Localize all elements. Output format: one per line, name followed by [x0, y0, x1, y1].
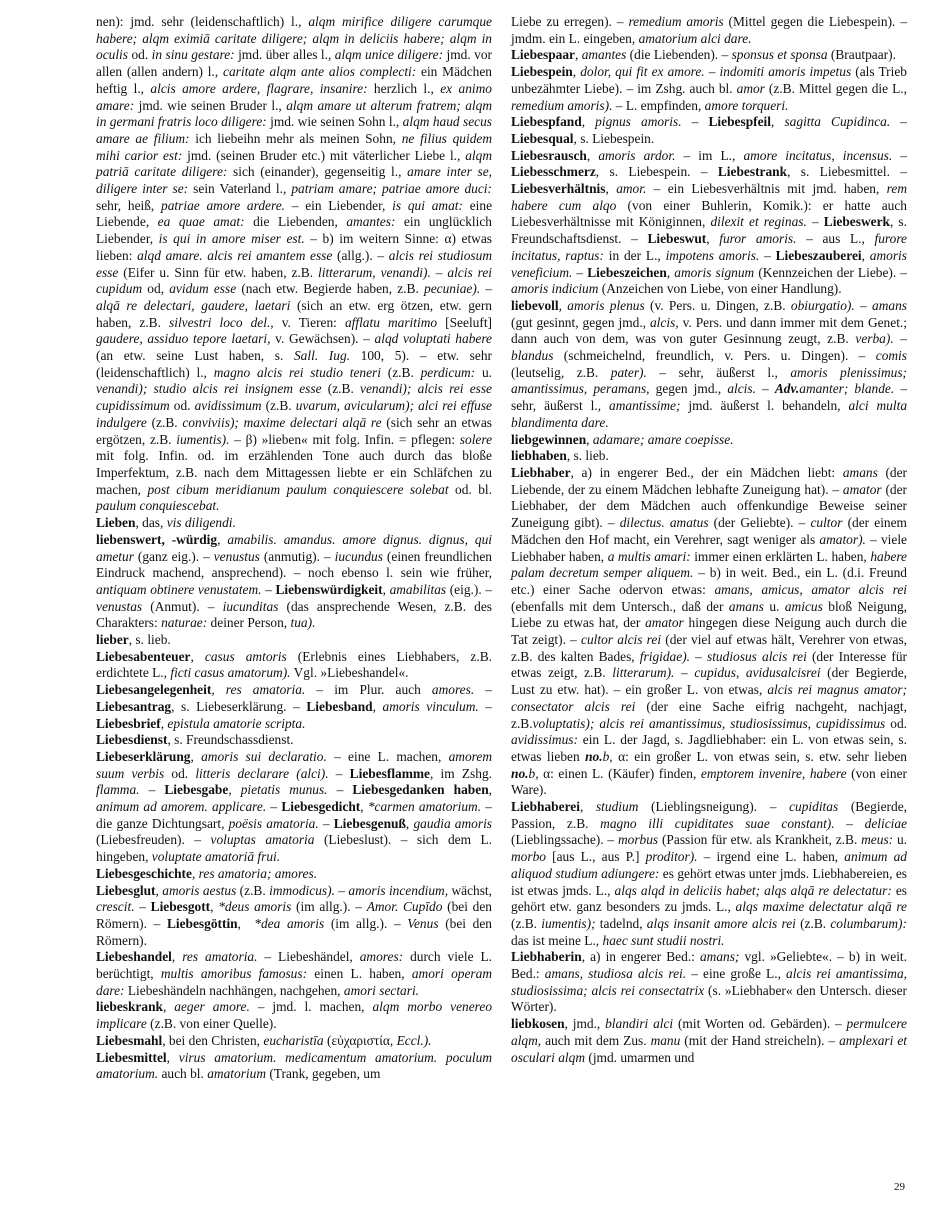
dictionary-entry: Liebespfand, pignus amoris. – Liebespfeil, sagitta Cupidinca. – Liebesqual, s. Liebespein.: [511, 114, 907, 146]
dictionary-entry: liebhaben, s. lieb.: [511, 448, 609, 464]
dictionary-entry: Liebesabenteuer, casus amtoris (Erlebnis eines Liebhabers, z.B. erdichtete L., ficti casus amatorum). Vgl. »Liebeshandel«.: [96, 648, 492, 681]
dictionary-entry: liebeskrank, aeger amore. – jmd. l. machen, alqm morbo venereo implicare (z.B. von einer Quelle).: [96, 999, 493, 1032]
dictionary-entry: Liebespein, dolor, qui fit ex amore. – indomiti amoris impetus (als Trieb unbezähmter Liebe). – im Zshg. auch bl. amor (z.B. Mittel gegen die L., remedium amoris). – L. empfinden, amore torqueri.: [511, 64, 907, 113]
dictionary-entry: lieber, s. lieb.: [96, 632, 171, 648]
dictionary-entry: liebgewinnen, adamare; amare coepisse.: [511, 431, 734, 447]
dictionary-entry: Liebesmittel, virus amatorium. medicamentum amatorium. poculum amatorium. auch bl. amatorium (Trank, gegeben, um: [96, 1049, 492, 1082]
dictionary-entry: liebkosen, jmd., blandiri alci (mit Worten od. Gebärden). – permulcere alqm, auch mit dem Zus. manu (mit der Hand streicheln). – amplexari et osculari alqm (jmd. umarmen und: [511, 1016, 907, 1065]
dictionary-entry: Liebesmahl, bei den Christen, eucharistīa (εὐχαριστία, Eccl.).: [96, 1032, 432, 1048]
dictionary-entry: Liebespaar, amantes (die Liebenden). – sponsus et sponsa (Brautpaar).: [511, 47, 896, 63]
dictionary-entry: Liebhaberin, a) in engerer Bed.: amans; vgl. »Geliebte«. – b) in weit. Bed.: amans, studiosa alcis rei. – eine große L., alcis rei amantissima, studiosissima; alcis rei consectatrix (s. »Liebhaber« den Untersch. dieser Wörter).: [511, 949, 907, 1015]
right-column: [511, 14, 907, 1066]
dictionary-entry: Liebesglut, amoris aestus (z.B. immodicus). – amoris incendium, wächst, crescit. – Liebesgott, *deus amoris (im allg.). – Amor. Cupīdo (bei den Römern). – Liebesgöttin, *dea amoris (im allg.). – Venus (bei den Römern).: [96, 882, 493, 948]
dictionary-entry: Liebesdienst, s. Freundschassdienst.: [96, 732, 294, 748]
dictionary-entry: Liebesangelegenheit, res amatoria. – im Plur. auch amores. – Liebesantrag, s. Liebeserklärung. – Liebesband, amoris vinculum. – Liebesbrief, epistula amatorie scripta.: [96, 682, 493, 731]
page-number: 29: [894, 1181, 905, 1193]
left-column: [96, 14, 492, 1083]
dictionary-entry: liebevoll, amoris plenus (v. Pers. u. Dingen, z.B. obiurgatio). – amans (gut gesinnt, gegen jmd., alcis, v. Pers. und dann immer mit dem Genet.; dann auch von dem, was von guter Gesinnung zeugt, z.B. verba). – blandus (schmeichelnd, freundlich, v. Pers. u. Dingen). – comis (leutselig, z.B. pater). – sehr, äußerst l., amoris plenissimus; amantissimus, peramans, gegen jmd., alcis. – Adv.amanter; blande. – sehr, äußerst l., amantissime; jmd. äußerst l. behandeln, alci multa blandimenta dare.: [511, 297, 908, 430]
dictionary-entry: Liebe zu erregen). – remedium amoris (Mittel gegen die Liebespein). – jmdm. ein L. eingeben, amatorium alci dare.: [511, 14, 908, 46]
dictionary-entry: liebenswert, -würdig, amabilis. amandus. amore dignus. dignus, qui ametur (ganz eig.). – venustus (anmutig). – iucundus (einen freundlichen Eindruck machend, ansprechend). – noch ebenso l. sein wie früher, antiquam obtinere venustatem. – Liebenswürdigkeit, amabilitas (eig.). – venustas (Anmut). – iucunditas (das ansprechende Wesen, z.B. des Charakters: naturae: deiner Person, tua).: [96, 531, 493, 631]
dictionary-entry: Liebeshandel, res amatoria. – Liebeshändel, amores: durch viele L. berüchtigt, multis amoribus famosus: einen L. haben, amori operam dare: Liebeshändeln nachhängen, nachgehen, amori sectari.: [96, 949, 492, 998]
dictionary-entry: Liebhaber, a) in engerer Bed., der ein Mädchen liebt: amans (der Liebende, der zu einem Mädchen lebhafte Zuneigung hat). – amator (der Liebhaber, der dem Mädchen auch offenkundige Beweise seiner Zuneigung gibt). – dilectus. amatus (der Geliebte). – cultor (der einem Mädchen den Hof macht, ein Verehrer, sagt weniger als amator). – viele Liebhaber haben, a multis amari: immer einen erklärten L. haben, habere palam decretum semper aliquem. – b) in weit. Bed., ein L. (d.i. Freund etc.) einer Sache odervon etwas: amans, amicus, amator alcis rei (ebenfalls mit dem Untersch., daß der amans u. amicus bloß Neigung, Liebe zu etwas hat, der amator hingegen diese Neigung auch durch die Tat zeigt). – cultor alcis rei (der viel auf etwas hält, Verehrer von etwas, z.B. des kalten Bades, frigidae). – studiosus alcis rei (der Interesse für etwas zeigt, z.B. litterarum). – cupidus, avidusalcisrei (der Begierde, Lust zu etw. hat). – ein großer L. von etwas, alcis rei magnus amator; consectator alcis rei (der eine Sache eifrig nachgeht, nachjagt, z.B.voluptatis); alcis rei amantissimus, studiosissimus, cupidissimus od. avidissimus: ein L. der Jagd, s. Jagdliebhaber: ein L. von etwas sein, s. etwas lieben no.b, α: ein großer L. von etwas sein, s. etw. sehr lieben no.b, α: einen L. (Käufer) finden, emptorem invenire, habere (von einer Ware).: [511, 464, 908, 798]
dictionary-entry: Liebhaberei, studium (Lieblingsneigung). – cupiditas (Begierde, Passion, z.B. magno illi cupiditates suae constant). – deliciae (Lieblingssache). – morbus (Passion für etw. als Krankheit, z.B. meus: u. morbo [aus L., aus P.] proditor). – irgend eine L. haben, animum ad aliquod studium adiungere: es gehört etwas unter jmds. Liebhabereien, es ist etwas jmds. L., alqs alqd in deliciis habet; alqs alqā re delectatur: es gehört etw. ganz besonders zu jmds. L., alqs maxime delectatur alqā re (z.B. iumentis); tadelnd, alqs insanit amore alcis rei (z.B. columbarum): das ist meine L., haec sunt studii nostri.: [511, 799, 908, 948]
dictionary-entry: Liebeserklärung, amoris sui declaratio. – eine L. machen, amorem suum verbis od. litteris declarare (alci). – Liebesflamme, im Zshg. flamma. – Liebesgabe, pietatis munus. – Liebesgedanken haben, animum ad amorem. applicare. – Liebesgedicht, *carmen amatorium. – die ganze Dichtungsart, poësis amatoria. – Liebesgenuß, gaudia amoris (Liebesfreuden). – voluptas amatoria (Liebeslust). – sich dem L. hingeben, voluptate amatoriā frui.: [96, 748, 493, 865]
dictionary-entry: Liebesrausch, amoris ardor. – im L., amore incitatus, incensus. – Liebesschmerz, s. Liebespein. – Liebestrank, s. Liebesmittel. – Liebesverhältnis, amor. – ein Liebesverhältnis mit jmd. haben, rem habere cum alqo (von einer Buhlerin, Komik.): er hatte auch Liebesverhältnisse mit Königinnen, dilexit et reginas. – Liebeswerk, s. Freundschaftsdienst. – Liebeswut, furor amoris. – aus L., furore incitatus, raptus: in der L., impotens amoris. – Liebeszauberei, amoris veneficium. – Liebeszeichen, amoris signum (Kennzeichen der Liebe). – amoris indicium (Anzeichen von Liebe, von einer Handlung).: [511, 147, 908, 297]
dictionary-entry: Lieben, das, vis diligendi.: [96, 515, 236, 531]
dictionary-entry: Liebesgeschichte, res amatoria; amores.: [96, 865, 318, 881]
dictionary-entry: nen): jmd. sehr (leidenschaftlich) l., alqm mirifice diligere carumque habere; alqm eximiā caritate diligere; alqm in deliciis habere; alqm in oculis od. in sinu gestare: jmd. über alles l., alqm unice diligere: jmd. vor allen (allen andern) l., caritate alqm ante alios complecti: ein Mädchen heftig l., alcis amore ardere, flagrare, insanire: herzlich l., ex animo amare: jmd. wie seinen Bruder l., alqm amare ut alterum fratrem; alqm in germani fratris loco diligere: jmd. wie seinen Sohn l., alqm haud secus amare ae filium: ich liebeihn mehr als meinen Sohn, ne filius quidem mihi carior est: jmd. (seinen Bruder etc.) mit väterlicher Liebe l., alqm patriā caritate diligere: sich (einander), gegenseitig l., amare inter se, diligere inter se: sein Vaterland l., patriam amare; patriae amore duci: sehr, heiß, patriae amore ardere. – ein Liebender, is qui amat: eine Liebende, ea quae amat: die Liebenden, amantes: ein unglücklich Liebender, is qui in amore miser est. – b) im weitern Sinne: α) etwas lieben: alqd amare. alcis rei amantem esse (allg.). – alcis rei studiosum esse (Eifer u. Sinn für etw. haben, z.B. litterarum, venandi). – alcis rei cupidum od, avidum esse (nach etw. Begierde haben, z.B. pecuniae). – alqā re delectari, gaudere, laetari (sich an etw. erg ötzen, etw. gern haben, z.B. silvestri loco del., v. Tieren: afflatu maritimo [Seeluft] gaudere, assiduo tepore laetari, v. Gewächsen). – alqd voluptati habere (an etw. seine Lust haben, s. Sall. Iug. 100, 5). – etw. sehr (leidenschaftlich) l., magno alcis rei studio teneri (z.B. perdicum: u. venandi); studio alcis rei insignem esse (z.B. venandi); alcis rei esse cupidissimum od. avidissimum (z.B. uvarum, avicularum); alci rei effuse indulgere (z.B. conviviis); maxime delectari alqā re (sich sehr an etwas ergötzen, z.B. iumentis). – β) »lieben« mit folg. Infin. = pflegen: solere mit folg. Infin. od. im erzählenden Tone auch durch das bloße Imperfektum, z.B. nach dem Mittagessen liebte er ein Schläfchen zu machen, post cibum meridianum paulum conquiescere solebat od. bl. paulum conquiescebat.: [96, 14, 493, 514]
